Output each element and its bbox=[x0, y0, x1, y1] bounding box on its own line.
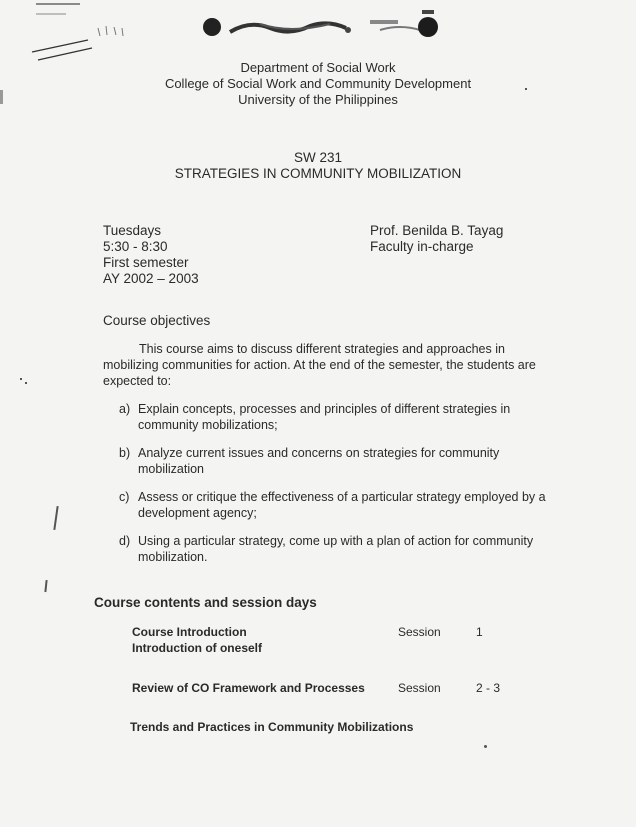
objective-c-text: Assess or critique the effectiveness of a particular strategy employed by a development agency; bbox=[138, 490, 546, 520]
faculty-role: Faculty in-charge bbox=[370, 239, 474, 254]
schedule-semester: First semester bbox=[103, 255, 189, 270]
objectives-heading: Course objectives bbox=[103, 313, 211, 328]
objective-d-text: Using a particular strategy, come up with a plan of action for community mobilization. bbox=[138, 534, 534, 564]
objective-b-letter: b) bbox=[119, 446, 131, 460]
objective-c-letter: c) bbox=[119, 490, 130, 504]
department-name: Department of Social Work bbox=[240, 60, 396, 75]
objective-d-letter: d) bbox=[119, 534, 131, 548]
contents-row-2-session: 2 - 3 bbox=[476, 681, 501, 695]
contents-heading: Course contents and session days bbox=[94, 595, 317, 610]
university-seal-strip bbox=[200, 10, 515, 44]
course-title: STRATEGIES IN COMMUNITY MOBILIZATION bbox=[174, 166, 462, 181]
objective-a-text: Explain concepts, processes and principles of different strategies in community mobilizations; bbox=[138, 402, 511, 432]
schedule-day: Tuesdays bbox=[103, 223, 162, 238]
objectives-intro: This course aims to discuss different strategies and approaches in mobilizing communities for action. At the end of the semester, the students are expected to: bbox=[103, 342, 536, 388]
contents-row-2-topic: Review of CO Framework and Processes bbox=[132, 681, 365, 695]
objective-b-text: Analyze current issues and concerns on strategies for community mobilization bbox=[138, 446, 500, 476]
schedule-academic-year: AY 2002 – 2003 bbox=[103, 271, 199, 286]
contents-row-3-topic: Trends and Practices in Community Mobilizations bbox=[130, 720, 414, 734]
university-name: University of the Philippines bbox=[238, 92, 398, 107]
page-edge-mark bbox=[0, 90, 3, 104]
margin-dot bbox=[484, 745, 487, 748]
contents-row-1-topic: Course Introduction bbox=[132, 625, 247, 639]
margin-tick bbox=[44, 580, 47, 592]
course-code: SW 231 bbox=[293, 150, 343, 165]
margin-dot bbox=[25, 382, 27, 384]
margin-tick bbox=[53, 506, 58, 530]
margin-dot bbox=[525, 88, 527, 90]
contents-row-2-label: Session bbox=[398, 681, 441, 695]
objective-a-letter: a) bbox=[119, 402, 131, 416]
contents-row-1-session: 1 bbox=[476, 625, 483, 639]
margin-dot bbox=[20, 378, 22, 380]
contents-row-1-subtopic: Introduction of oneself bbox=[132, 641, 262, 655]
contents-row-1-label: Session bbox=[398, 625, 441, 639]
faculty-name: Prof. Benilda B. Tayag bbox=[370, 223, 504, 238]
college-name: College of Social Work and Community Development bbox=[164, 76, 472, 91]
schedule-time: 5:30 - 8:30 bbox=[103, 239, 168, 254]
